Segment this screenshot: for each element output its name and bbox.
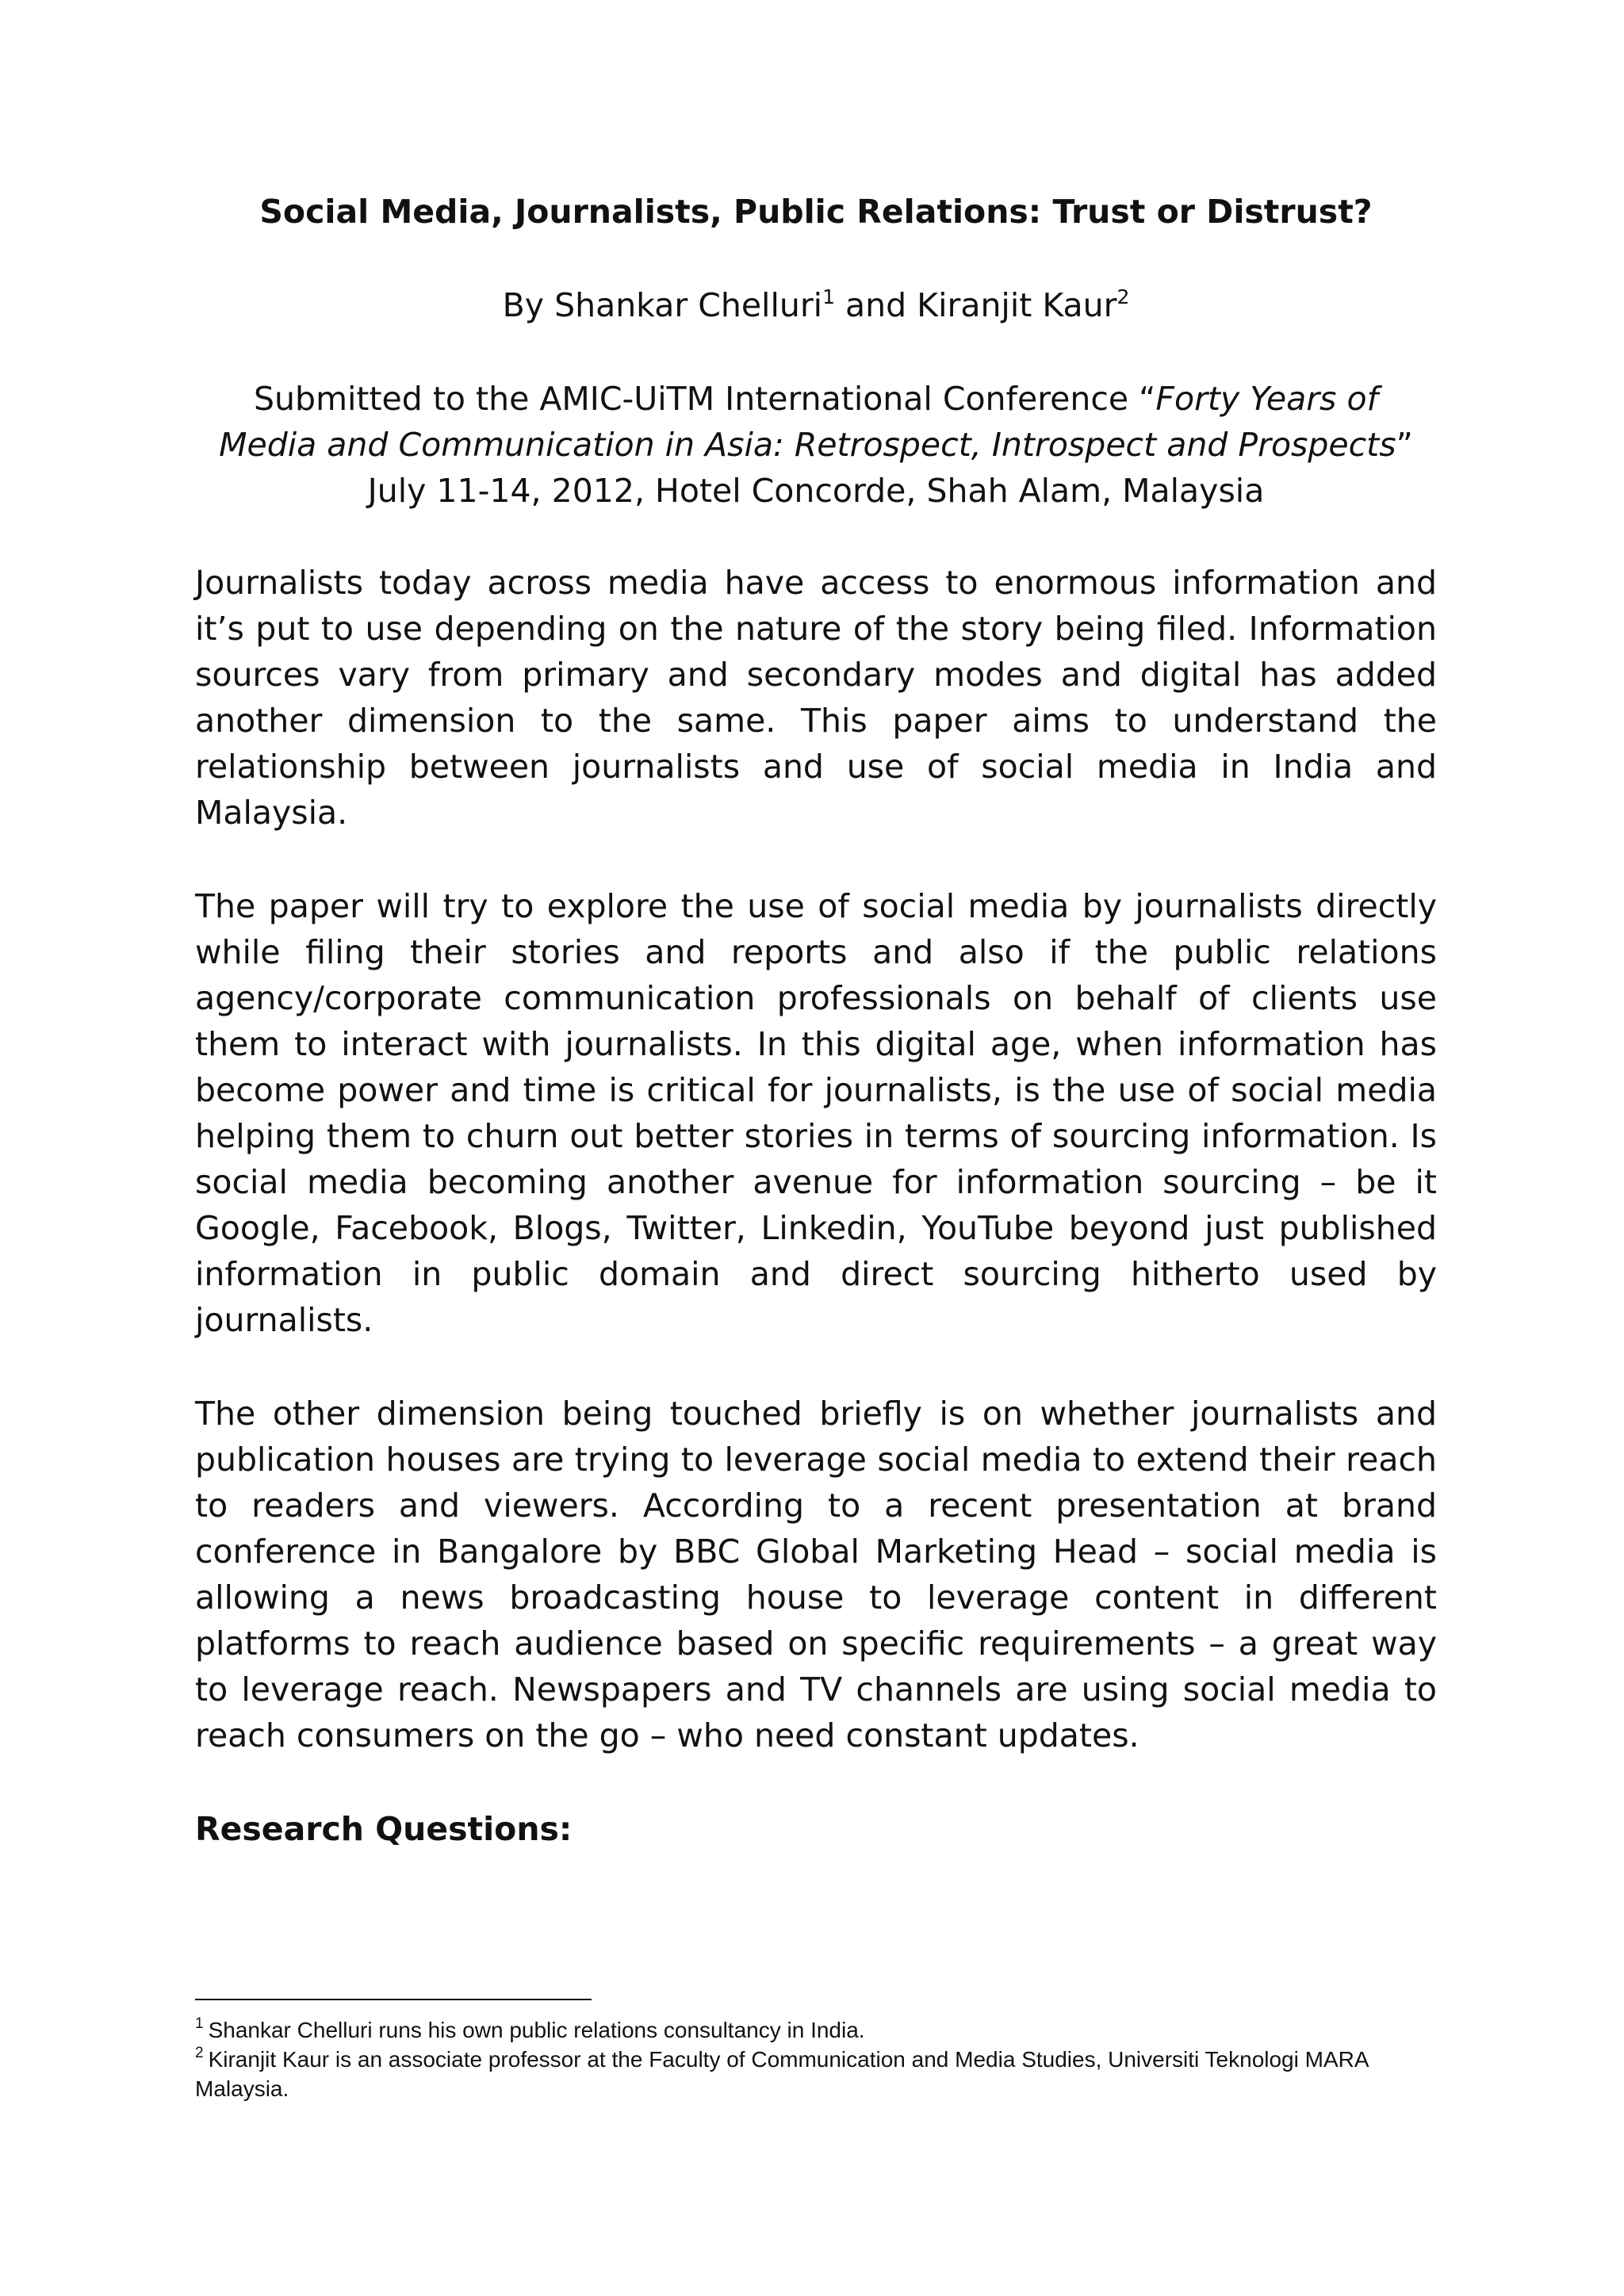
body-paragraph-3: The other dimension being touched briefly is on whether journalists and publication houses are trying to leverage social media to extend their reach to readers and viewers. According to a recent presentation at brand conference in Bangalore by BBC Global Marketing Head – social media is allowing a news broadcasting house to leverage content in different platforms to reach audience based on specific requirements – a great way to leverage reach. Newspapers and TV channels are using social media to reach consumers on the go – who need constant updates. [195, 1395, 1437, 1755]
conference-theme-part-1: Forty Years of [1155, 380, 1378, 418]
author-byline [195, 282, 1437, 328]
body-paragraph-1: Journalists today across media have access to enormous information and it’s put to use depending on the nature of the story being filed. Information sources vary from primary and secondary modes and digital has added another dimension to the same. This paper aims to understand the relationship between journalists and use of social media in India and Malaysia. [195, 564, 1437, 832]
footnote-ref-2[interactable]: 2 [1116, 285, 1130, 308]
footnote-text-2: Kiranjit Kaur is an associate professor at the Faculty of Communication and Media Studies, Universiti Teknologi MARA Malaysia. [195, 2047, 1368, 2101]
footnote-mark-1: 1 [195, 2015, 204, 2032]
footnote-ref-1[interactable]: 1 [822, 285, 835, 308]
conference-date-venue: July 11-14, 2012, Hotel Concorde, Shah Alam, Malaysia [367, 472, 1265, 510]
footnote-2 [195, 2045, 1437, 2103]
submission-line-1: Submitted to the AMIC-UiTM International Conference “Forty Years of [254, 380, 1378, 418]
footnotes [195, 2015, 1437, 2103]
byline-first-author: By Shankar Chelluri [502, 286, 823, 324]
byline-second-author: and Kiranjit Kaur [834, 286, 1117, 324]
submission-line-2: Media and Communication in Asia: Retrospect, Introspect and Prospects” [219, 426, 1413, 464]
footnote-text-1: Shankar Chelluri runs his own public relations consultancy in India. [208, 2018, 865, 2042]
body-paragraph-2: The paper will try to explore the use of social media by journalists directly while filing their stories and reports and also if the public relations agency/corporate communication professionals on behalf of clients use them to interact with journalists. In this digital age, when information has become power and time is critical for journalists, is the use of social media helping them to churn out better stories in terms of sourcing information. Is social media becoming another avenue for information sourcing – be it Google, Facebook, Blogs, Twitter, Linkedin, YouTube beyond just published information in public domain and direct sourcing hitherto used by journalists. [195, 887, 1437, 1339]
paper-title: Social Media, Journalists, Public Relations: Trust or Distrust? [259, 193, 1373, 231]
footnote-divider [195, 1999, 592, 2000]
section-heading-research-questions: Research Questions: [195, 1810, 573, 1848]
submission-note [195, 376, 1437, 514]
footnote-1 [195, 2015, 1437, 2045]
footnote-mark-2: 2 [195, 2045, 204, 2061]
conference-theme-part-2: Media and Communication in Asia: Retrospect, Introspect and Prospects [219, 426, 1396, 464]
